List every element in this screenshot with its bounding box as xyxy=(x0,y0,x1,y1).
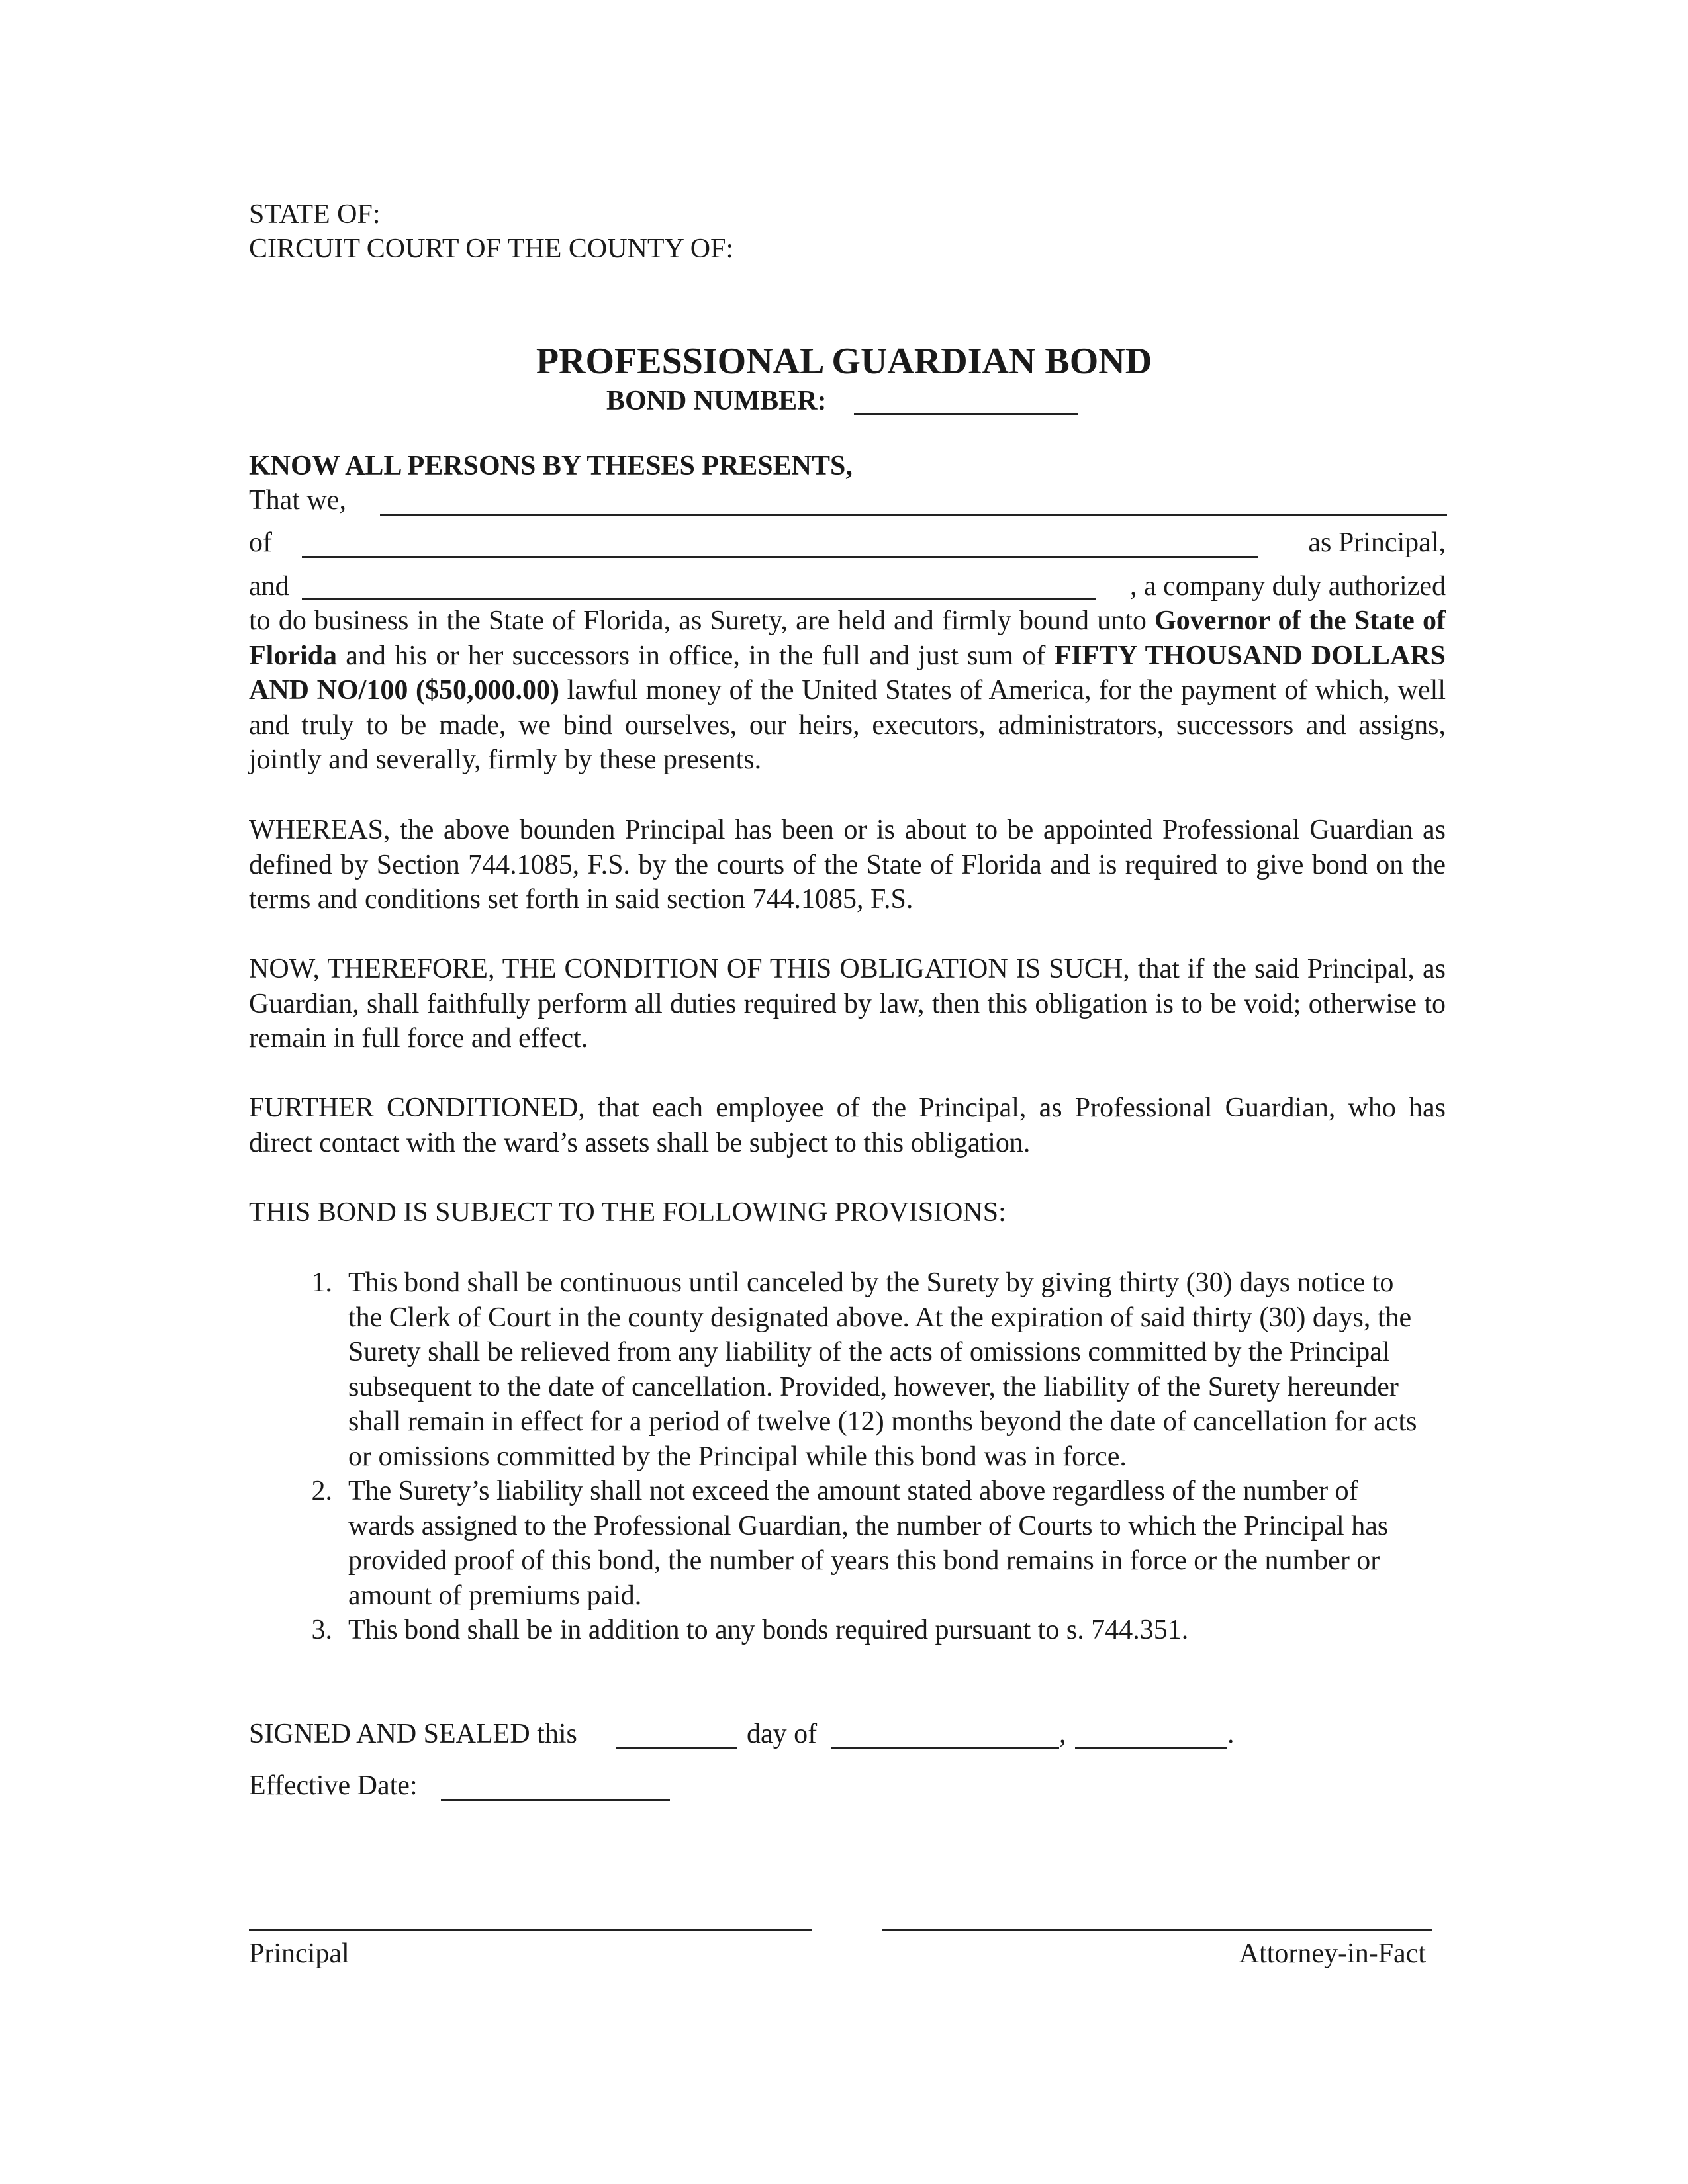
principal-signature-label: Principal xyxy=(249,1938,350,1969)
now-therefore-paragraph: NOW, THEREFORE, THE CONDITION OF THIS OBLIGATION IS SUCH, that if the said Principal, as Guardian, shall faithfully perform all duties required by law, then this obligation is to be void; otherwise to remain in full force and effect. xyxy=(249,954,1446,1054)
surety-company-blank xyxy=(302,598,1096,600)
state-of-label: STATE OF: xyxy=(249,199,381,230)
date-comma: , xyxy=(1059,1719,1066,1749)
provision-item xyxy=(249,1265,1446,1474)
year-blank xyxy=(1075,1747,1227,1749)
circuit-court-label: CIRCUIT COURT OF THE COUNTY OF: xyxy=(249,234,734,264)
provision-text: This bond shall be in addition to any bonds required pursuant to s. 744.351. xyxy=(348,1615,1189,1645)
bond-number-blank xyxy=(854,413,1078,415)
month-blank xyxy=(831,1747,1059,1749)
bond-amount-text: FIFTY THOUSAND DOLLARS AND NO/100 ($50,000.00) xyxy=(249,640,1446,705)
bond-number-label: BOND NUMBER: xyxy=(606,386,827,416)
attorney-signature-line xyxy=(882,1929,1432,1931)
provision-item xyxy=(249,1474,1446,1613)
provision-text: The Surety’s liability shall not exceed the amount stated above regardless of the number of wards assigned to the Professional Guardian, the number of Courts to which the Principal has provided proof of this bond, the number of years this bond remains in force or the number or amount of premiums paid. xyxy=(348,1476,1389,1611)
whereas-paragraph: WHEREAS, the above bounden Principal has been or is about to be appointed Professional Guardian as defined by Section 744.1085, F.S. by the courts of the State of Florida and is required to give bond on the terms and conditions set forth in said section 744.1085, F.S. xyxy=(249,815,1446,915)
date-period: . xyxy=(1227,1719,1235,1749)
day-blank xyxy=(616,1747,737,1749)
of-label: of xyxy=(249,527,272,558)
that-we-blank xyxy=(380,514,1447,516)
of-blank xyxy=(302,556,1258,558)
principal-signature-line xyxy=(249,1929,812,1931)
effective-date-label: Effective Date: xyxy=(249,1770,418,1801)
provisions-heading: THIS BOND IS SUBJECT TO THE FOLLOWING PROVISIONS: xyxy=(249,1197,1006,1228)
provision-item xyxy=(249,1613,1446,1648)
as-principal-label: as Principal, xyxy=(1308,527,1446,558)
and-label: and xyxy=(249,571,289,602)
document-title: PROFESSIONAL GUARDIAN BOND xyxy=(536,341,1152,382)
provision-number: 3. xyxy=(311,1615,332,1645)
company-authorized-label: , a company duly authorized xyxy=(1129,571,1446,602)
provisions-list xyxy=(249,1265,1446,1648)
provision-number: 1. xyxy=(311,1267,332,1298)
day-of-label: day of xyxy=(747,1719,818,1749)
effective-date-blank xyxy=(441,1799,670,1801)
further-conditioned-paragraph: FURTHER CONDITIONED, that each employee of the Principal, as Professional Guardian, who has direct contact with the ward’s assets shall be subject to this obligation. xyxy=(249,1093,1446,1158)
governor-text: Governor of the State of Florida xyxy=(249,606,1446,671)
provision-number: 2. xyxy=(311,1476,332,1506)
that-we-label: That we, xyxy=(249,485,346,516)
attorney-signature-label: Attorney-in-Fact xyxy=(1239,1938,1426,1969)
know-all-persons-heading: KNOW ALL PERSONS BY THESES PRESENTS, xyxy=(249,451,853,481)
surety-bound-paragraph: to do business in the State of Florida, as Surety, are held and firmly bound unto Governor of the State of Florida and his or her successors in office, in the full and just sum of FIFTY THOUSAND DOLLARS AND NO/100 ($50,000.00) lawful money of the United States of America, for the payment of which, well and truly to be made, we bind ourselves, our heirs, executors, administrators, successors and assigns, jointly and severally, firmly by these presents. xyxy=(249,606,1446,775)
signed-sealed-label: SIGNED AND SEALED this xyxy=(249,1719,577,1749)
provision-text: This bond shall be continuous until canceled by the Surety by giving thirty (30) days notice to the Clerk of Court in the county designated above. At the expiration of said thirty (30) days, the Surety shall be relieved from any liability of the acts of omissions committed by the Principal subsequent to the date of cancellation. Provided, however, the liability of the Surety hereunder shall remain in effect for a period of twelve (12) months beyond the date of cancellation for acts or omissions committed by the Principal while this bond was in force. xyxy=(348,1267,1417,1472)
